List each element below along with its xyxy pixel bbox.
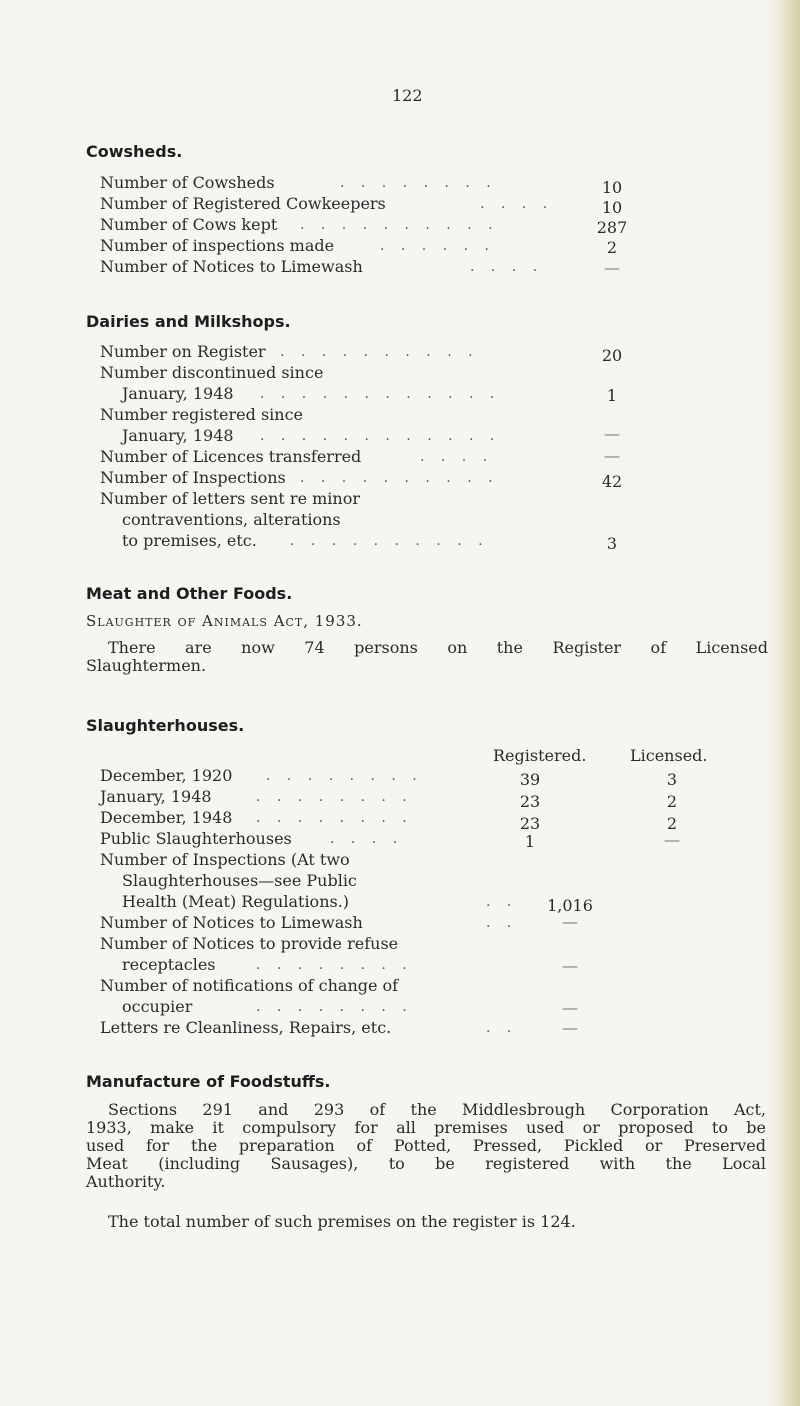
licensed-value: — [664,830,680,849]
inspections-label-cont: Health (Meat) Regulations.) [122,892,350,911]
register-paragraph-line: There are now 74 persons on the Register of Licensed [108,638,768,657]
limewash-value: — [562,912,578,931]
leader-dots: . . [486,894,518,910]
total-premises-line: The total number of such premises on the register is 124. [108,1212,576,1231]
leader-dots: . . . . . . . . . . [300,470,499,486]
manufacture-paragraph-line: Authority. [86,1172,166,1191]
leader-dots: . . [486,1020,518,1036]
leader-dots: . . . . . . . . . . [290,533,489,549]
dairies-row-label: Number of letters sent re minor [100,489,360,508]
manufacture-paragraph-line: 1933, make it compulsory for all premises used or proposed to be [86,1118,766,1137]
manufacture-paragraph-line: used for the preparation of Potted, Pressed, Pickled or Preserved [86,1136,766,1155]
slaughterhouse-row-label: December, 1920 [100,766,233,785]
leader-dots: . . . . . . . . [256,810,413,826]
dairies-heading: Dairies and Milkshops. [86,312,291,331]
inspections-label-cont: Slaughterhouses—see Public [122,871,357,890]
occupier-value: — [562,998,578,1017]
slaughterhouse-row-label: Public Slaughterhouses [100,829,292,848]
register-paragraph-line: Slaughtermen. [86,656,207,675]
licensed-value: 2 [666,814,678,833]
cowsheds-row-label: Number of Cows kept [100,215,278,234]
dairies-row-label-cont: January, 1948 [122,384,234,403]
page-edge-shadow [766,0,800,1406]
leader-dots: . . . . . . . . [266,768,423,784]
letters-value: — [562,1018,578,1037]
dairies-row-label: Number registered since [100,405,304,424]
leader-dots: . . . . . . . . [256,999,413,1015]
leader-dots: . . . . [470,259,544,275]
dairies-row-value: — [604,424,620,443]
dairies-row-value: 20 [601,346,623,365]
refuse-label: Number of Notices to provide refuse [100,934,399,953]
cowsheds-row-value: 10 [601,198,623,217]
occupier-label-cont: occupier [122,997,193,1016]
dairies-row-value: 42 [601,472,623,491]
slaughterhouse-row-label: January, 1948 [100,787,212,806]
cowsheds-row-label: Number of Registered Cowkeepers [100,194,386,213]
cowsheds-row-value: — [604,258,620,277]
dairies-row-label: Number of Licences transferred [100,447,362,466]
leader-dots: . . . . [330,831,404,847]
dairies-row-label: Number discontinued since [100,363,324,382]
page-number: 122 [392,86,423,105]
leader-dots: . . . . [420,449,494,465]
leader-dots: . . . . . . . . . . [300,217,499,233]
cowsheds-heading: Cowsheds. [86,142,183,161]
leader-dots: . . . . . . . . . . [280,344,479,360]
limewash-label: Number of Notices to Limewash [100,913,363,932]
slaughterhouses-heading: Slaughterhouses. [86,716,245,735]
registered-value: 23 [519,814,541,833]
column-header-licensed: Licensed. [630,746,708,765]
cowsheds-row-label: Number of inspections made [100,236,335,255]
leader-dots: . . . . [480,196,554,212]
leader-dots: . . . . . . . . [256,957,413,973]
licensed-value: 2 [666,792,678,811]
dairies-row-value: 3 [606,534,618,553]
leader-dots: . . . . . . . . [340,175,497,191]
column-header-registered: Registered. [493,746,587,765]
registered-value: 1 [524,832,536,851]
slaughterhouse-row-label: December, 1948 [100,808,233,827]
dairies-row-value: 1 [606,386,618,405]
dairies-row-label: Number on Register [100,342,266,361]
refuse-value: — [562,956,578,975]
manufacture-paragraph-line: Sections 291 and 293 of the Middlesbrough Corporation Act, [108,1100,766,1119]
cowsheds-row-label: Number of Cowsheds [100,173,275,192]
act-title: Slaughter of Animals Act, 1933. [86,612,363,630]
occupier-label: Number of notifications of change of [100,976,399,995]
inspections-value: 1,016 [547,896,593,915]
dairies-row-label: Number of Inspections [100,468,286,487]
leader-dots: . . . . . . . . . . . . [260,386,501,402]
dairies-row-label-cont: contraventions, alterations [122,510,341,529]
letters-label: Letters re Cleanliness, Repairs, etc. [100,1018,392,1037]
leader-dots: . . . . . . [380,238,495,254]
manufacture-heading: Manufacture of Foodstuffs. [86,1072,331,1091]
refuse-label-cont: receptacles [122,955,216,974]
meat-heading: Meat and Other Foods. [86,584,293,603]
inspections-label: Number of Inspections (At two [100,850,350,869]
dairies-row-label-cont: to premises, etc. [122,531,257,550]
leader-dots: . . . . . . . . . . . . [260,428,501,444]
dairies-row-label-cont: January, 1948 [122,426,234,445]
leader-dots: . . . . . . . . [256,789,413,805]
cowsheds-row-value: 10 [601,178,623,197]
leader-dots: . . [486,915,518,931]
registered-value: 39 [519,770,541,789]
cowsheds-row-value: 287 [596,218,628,237]
registered-value: 23 [519,792,541,811]
manufacture-paragraph-line: Meat (including Sausages), to be registered with the Local [86,1154,766,1173]
cowsheds-row-value: 2 [606,238,618,257]
licensed-value: 3 [666,770,678,789]
cowsheds-row-label: Number of Notices to Limewash [100,257,363,276]
dairies-row-value: — [604,446,620,465]
